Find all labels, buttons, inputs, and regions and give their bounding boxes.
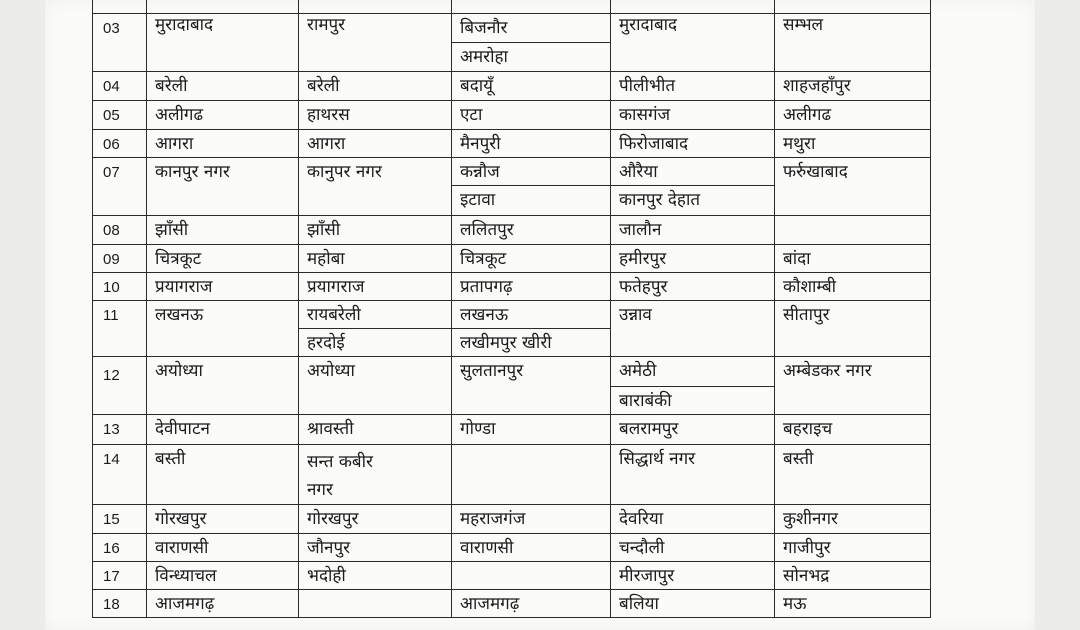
district-cell: गोण्डा [452,415,611,445]
district-cell: चित्रकूट [452,245,611,273]
district-cell: कन्नौज [452,158,611,186]
row-number: 13 [93,415,147,445]
table-row [93,562,931,590]
district-cell: बांदा [775,245,931,273]
district-cell: रामपुर [299,14,452,72]
district-cell: लखीमपुर खीरी [452,329,611,357]
table-row [93,14,931,43]
district-cell: कौशाम्बी [775,273,931,301]
district-cell: अम्बेडकर नगर [775,357,931,415]
row-number: 08 [93,216,147,245]
row-number: 11 [93,301,147,357]
district-cell: औरैया [611,158,775,186]
district-cell: अलीगढ [775,101,931,130]
mandal-name: गोरखपुर [147,505,299,534]
district-cell: सम्भल [775,14,931,72]
table-row [93,130,931,158]
table-row [93,72,931,101]
table-row [93,505,931,534]
district-cell: फतेहपुर [611,273,775,301]
district-cell [452,562,611,590]
table-row [93,357,931,387]
district-cell: महोबा [299,245,452,273]
district-cell: फर्रुखाबाद [775,158,931,216]
district-cell: शाहजहाँपुर [775,72,931,101]
mandal-name: अयोध्या [147,357,299,415]
district-cell: कानुपर नगर [299,158,452,216]
district-cell: बस्ती [775,445,931,505]
mandal-name: अलीगढ [147,101,299,130]
row-number: 17 [93,562,147,590]
district-cell: इटावा [452,186,611,216]
table-cell [611,0,775,14]
table-cell [452,0,611,14]
table-row-partial [93,0,931,14]
district-cell [299,590,452,618]
district-cell: अमरोहा [452,43,611,72]
district-cell: बलरामपुर [611,415,775,445]
district-cell: मऊ [775,590,931,618]
table-row [93,445,931,505]
table-row [93,415,931,445]
district-cell: उन्नाव [611,301,775,357]
mandal-name: प्रयागराज [147,273,299,301]
table-row [93,158,931,186]
district-cell: सीतापुर [775,301,931,357]
row-number: 16 [93,534,147,562]
district-cell [775,216,931,245]
district-cell: आगरा [299,130,452,158]
mandal-name: बरेली [147,72,299,101]
district-cell: अमेठी [611,357,775,387]
row-number: 18 [93,590,147,618]
district-cell: बिजनौर [452,14,611,43]
district-cell: प्रतापगढ़ [452,273,611,301]
row-number: 05 [93,101,147,130]
district-cell: अयोध्या [299,357,452,415]
district-cell: आजमगढ़ [452,590,611,618]
district-line: नगर [307,480,333,500]
district-cell [452,445,611,505]
district-cell: मैनपुरी [452,130,611,158]
table-cell [775,0,931,14]
district-cell: बरेली [299,72,452,101]
district-cell: लखनऊ [452,301,611,329]
district-cell [299,445,452,505]
district-cell: फिरोजाबाद [611,130,775,158]
table-row [93,301,931,329]
table-row [93,590,931,618]
row-number: 07 [93,158,147,216]
district-cell: रायबरेली [299,301,452,329]
district-cell: चन्दौली [611,534,775,562]
row-number: 15 [93,505,147,534]
mandal-name: विन्ध्याचल [147,562,299,590]
district-line: सन्त कबीर [307,452,373,472]
district-cell: कानपुर देहात [611,186,775,216]
mandal-name: देवीपाटन [147,415,299,445]
mandal-name: झाँसी [147,216,299,245]
row-number: 12 [93,357,147,415]
district-cell: एटा [452,101,611,130]
table-row [93,101,931,130]
table-row [93,534,931,562]
district-cell: बलिया [611,590,775,618]
district-cell: सुलतानपुर [452,357,611,415]
district-cell: मथुरा [775,130,931,158]
mandal-name: वाराणसी [147,534,299,562]
row-number: 03 [93,14,147,72]
row-number: 06 [93,130,147,158]
district-cell: कुशीनगर [775,505,931,534]
table-cell [299,0,452,14]
row-number: 10 [93,273,147,301]
district-cell: देवरिया [611,505,775,534]
district-cell: मीरजापुर [611,562,775,590]
district-cell: कासगंज [611,101,775,130]
district-cell: पीलीभीत [611,72,775,101]
district-cell: हाथरस [299,101,452,130]
table-row [93,216,931,245]
district-cell: सिद्धार्थ नगर [611,445,775,505]
mandal-name: चित्रकूट [147,245,299,273]
district-cell: बहराइच [775,415,931,445]
mandal-name: लखनऊ [147,301,299,357]
mandal-name: आगरा [147,130,299,158]
district-cell: गोरखपुर [299,505,452,534]
district-mandal-table [92,0,931,618]
district-cell: सोनभद्र [775,562,931,590]
district-cell: महराजगंज [452,505,611,534]
district-cell: ललितपुर [452,216,611,245]
mandal-name: कानपुर नगर [147,158,299,216]
table-row [93,273,931,301]
row-number: 14 [93,445,147,505]
district-cell: भदोही [299,562,452,590]
mandal-name: बस्ती [147,445,299,505]
district-cell: प्रयागराज [299,273,452,301]
district-cell: श्रावस्ती [299,415,452,445]
district-cell: झाँसी [299,216,452,245]
district-cell: जौनपुर [299,534,452,562]
district-cell: मुरादाबाद [611,14,775,72]
mandal-name: मुरादाबाद [147,14,299,72]
district-cell: हमीरपुर [611,245,775,273]
district-cell: जालौन [611,216,775,245]
table-cell [93,0,147,14]
row-number: 04 [93,72,147,101]
district-cell: बाराबंकी [611,387,775,415]
district-cell: वाराणसी [452,534,611,562]
district-cell: गाजीपुर [775,534,931,562]
table-row [93,245,931,273]
row-number: 09 [93,245,147,273]
table-cell [147,0,299,14]
district-cell: बदायूँ [452,72,611,101]
district-cell: हरदोई [299,329,452,357]
mandal-name: आजमगढ़ [147,590,299,618]
